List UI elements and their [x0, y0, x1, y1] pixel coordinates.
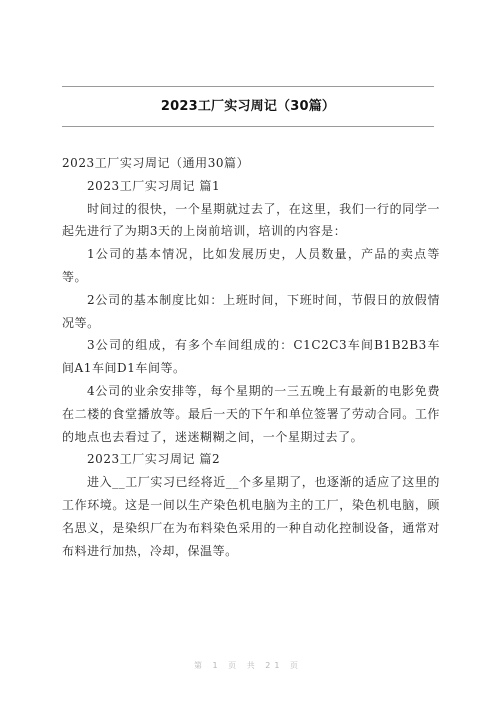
- section-heading-1: 2023工厂实习周记 篇1: [87, 178, 221, 193]
- page-footer: 第 1 页 共 21 页: [194, 661, 302, 670]
- paragraph: 2公司的基本制度比如：上班时间，下班时间，节假日的放假情况等。: [62, 292, 440, 330]
- title-top-rule: [62, 86, 434, 87]
- paragraph: 时间过的很快，一个星期就过去了，在这里，我们一行的同学一起先进行了为期3天的上岗前培训，培训的内容是：: [62, 201, 440, 239]
- title-bottom-rule: [62, 126, 434, 127]
- section-heading-2: 2023工厂实习周记 篇2: [87, 452, 221, 467]
- document-title: 2023工厂实习周记（30篇）: [160, 99, 336, 114]
- paragraph: 1公司的基本情况，比如发展历史，人员数量，产品的卖点等等。: [62, 247, 440, 284]
- paragraph: 进入__工厂实习已经将近__个多星期了，也逐渐的适应了这里的工作环境。这是一间以生产染色机电脑为主的工厂，染色机电脑，顾名思义，是染织厂在为布料染色采用的一种自动化控制设备，通常对布料进行加热，冷却，保温等。: [62, 475, 440, 558]
- document-body: [62, 152, 440, 562]
- paragraph-subtitle: 2023工厂实习周记（通用30篇）: [62, 156, 250, 170]
- paragraph: 3公司的组成，有多个车间组成的：C1C2C3车间B1B2B3车间A1车间D1车间等。: [62, 338, 440, 376]
- paragraph: 4公司的业余安排等，每个星期的一三五晚上有最新的电影免费在二楼的食堂播放等。最后一天的下午和单位签署了劳动合同。工作的地点也去看过了，迷迷糊糊之间，一个星期过去了。: [62, 383, 440, 444]
